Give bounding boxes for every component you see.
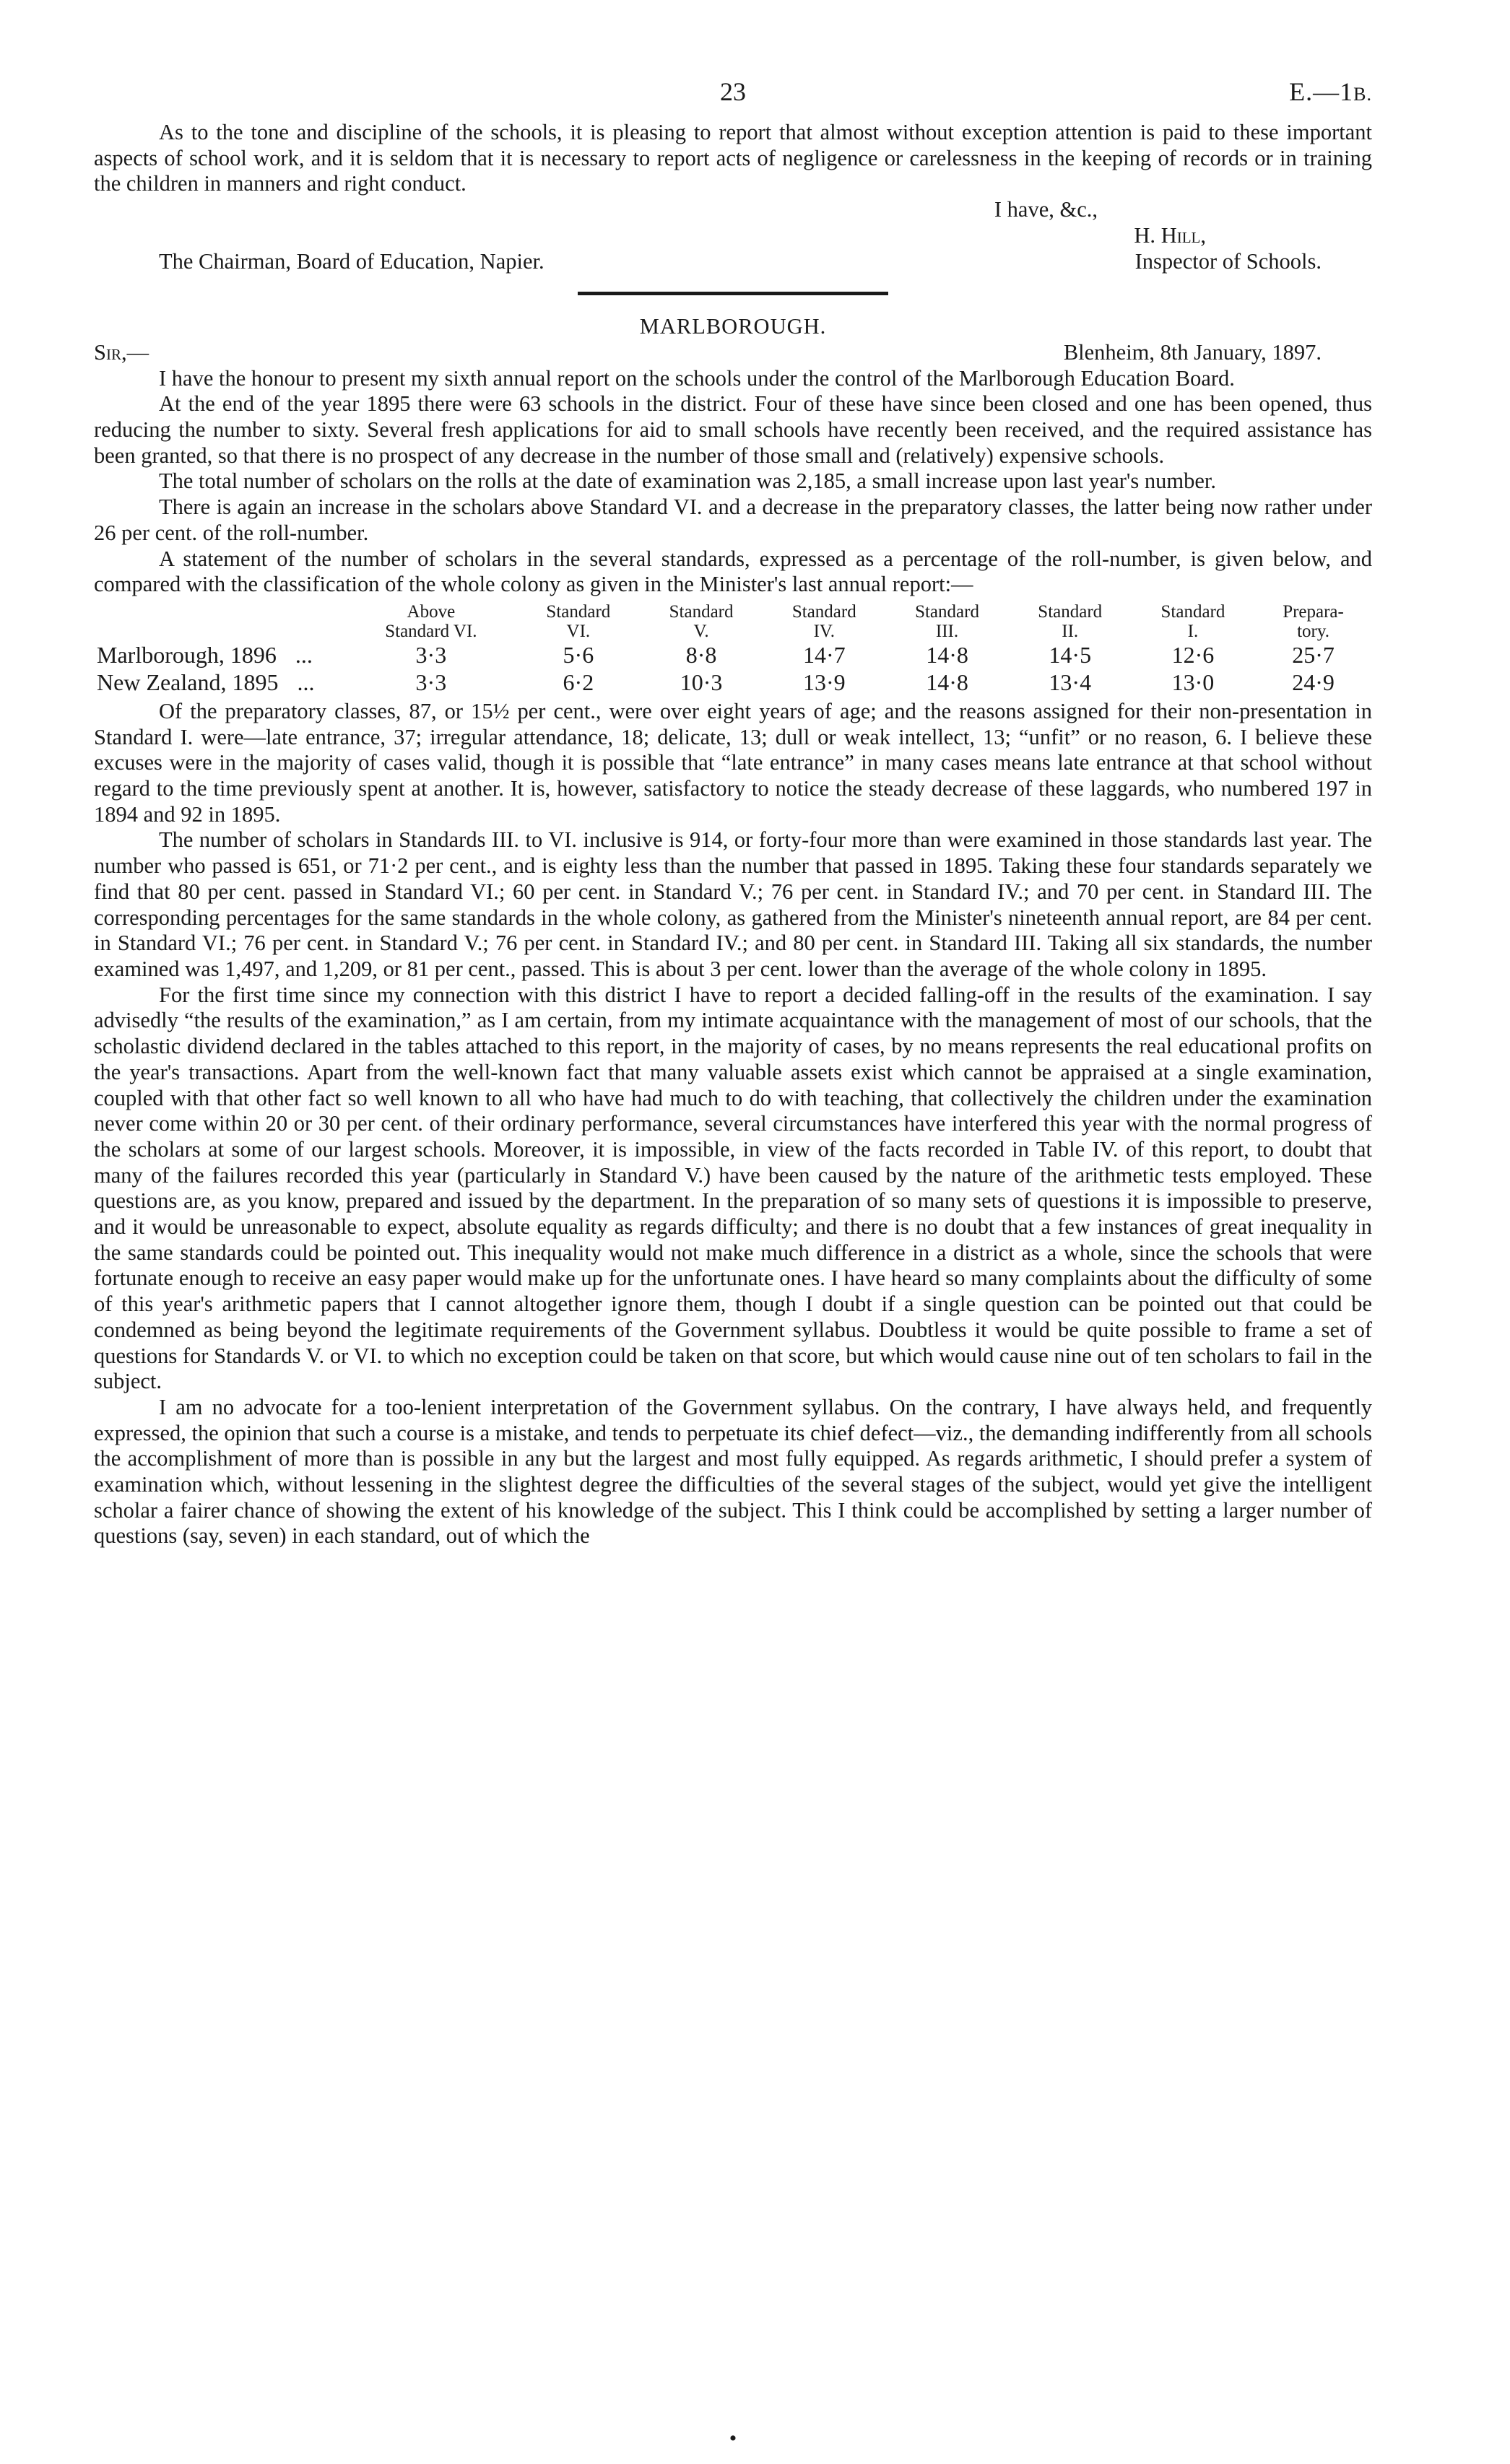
table-cell: 13·0 <box>1171 669 1215 695</box>
paragraph: There is again an increase in the scholars above Standard VI. and a decrease in the preparatory classes, the latter being now rather under 26 per cent. of the roll-number. <box>94 495 1372 545</box>
table-cell: 25·7 <box>1292 641 1335 668</box>
column-header: Standard VI. <box>546 601 611 641</box>
page-header <box>94 72 1372 116</box>
series-code: E.—1 <box>1289 77 1354 106</box>
paragraph: At the end of the year 1895 there were 63 schools in the district. Four of these have since been closed and one has been opened, thus reducing the number to sixty. Several fresh applications for aid to small schools have recently been received, and the required assistance has been granted, so that there is no prospect of any decrease in the number of those small and (relatively) expensive schools. <box>94 391 1372 468</box>
salutation-row <box>94 340 1372 366</box>
page-number: 23 <box>720 77 746 106</box>
row-label: Marlborough, 1896 ... <box>97 641 313 668</box>
signatory-title: Inspector of Schools. <box>1134 248 1322 274</box>
valediction-row <box>94 197 1372 223</box>
table-cell: 3·3 <box>415 641 447 668</box>
table-header-row <box>94 602 1372 641</box>
table-cell: 10·3 <box>680 669 723 695</box>
column-header: Standard III. <box>915 601 979 641</box>
table-cell: 5·6 <box>563 641 594 668</box>
paragraph: Of the preparatory classes, 87, or 15½ per cent., were over eight years of age; and the reasons assigned for their non-presentation in Standard I. were—late entrance, 37; irregular attendance, 18; delicate, 13; dull or weak intellect, 13; “unfit” or no reason, 6. I believe these excuses were in the majority of cases valid, though it is possible that “late entrance” in many cases means late entrance at that school without regard to the time previously spent at another. It is, however, satisfactory to notice the steady decrease of these laggards, who numbered 197 in 1894 and 92 in 1895. <box>94 698 1372 827</box>
table-row <box>94 669 1372 696</box>
section-divider <box>578 292 888 295</box>
paragraph: I am no advocate for a too-lenient interpretation of the Government syllabus. On the contrary, I have always held, and frequently expressed, the opinion that such a course is a mistake, and tends to perpetuate its chief defect—viz., the demanding indifferently from all schools the accomplishment of more than is possible in any but the largest and most fully equipped. As regards arithmetic, I should prefer a system of examination which, without lessening in the slightest degree the difficulties of the several stages of the subject, would yet give the intelligent scholar a fairer chance of showing the extent of his knowledge of the subject. This I think could be accomplished by setting a larger number of questions (say, seven) in each standard, out of which the <box>94 1394 1372 1549</box>
paragraph: The total number of scholars on the rolls at the date of examination was 2,185, a small increase upon last year's number. <box>159 469 1216 494</box>
signatory-initial: H. <box>1134 222 1161 248</box>
footer-mark: • <box>729 2426 737 2450</box>
signatory-row <box>94 223 1372 249</box>
document-page <box>94 72 1372 2450</box>
table-cell: 14·8 <box>926 641 968 668</box>
column-header: Standard I. <box>1160 601 1225 641</box>
table-corner <box>94 602 345 641</box>
signatory-surname: Hill, <box>1160 222 1206 248</box>
series-suffix: B. <box>1353 84 1372 105</box>
section-title: MARLBOROUGH. <box>639 314 827 339</box>
column-header: Standard II. <box>1038 601 1103 641</box>
letter-date: Blenheim, 8th January, 1897. <box>1063 339 1322 365</box>
table-cell: 12·6 <box>1171 641 1215 668</box>
table-cell: 14·7 <box>802 641 846 668</box>
row-label: New Zealand, 1895 ... <box>97 669 315 695</box>
series-reference <box>1289 79 1372 108</box>
standards-percentage-table <box>94 602 1372 696</box>
table-cell: 6·2 <box>563 669 594 695</box>
table-row <box>94 641 1372 669</box>
table-cell: 14·8 <box>926 669 968 695</box>
table-cell: 13·4 <box>1049 669 1092 695</box>
valediction: I have, &c., <box>994 197 1098 222</box>
column-header: Standard V. <box>669 601 734 641</box>
addressee-row <box>94 249 1372 275</box>
paragraph: For the first time since my connection with this district I have to report a decided falling-off in the results of the examination. I say advisedly “the results of the examination,” as I am certain, from my intimate acquaintance with the management of most of our schools, that the scholastic dividend declared in the tables attached to this report, in the majority of cases, by no means represents the real educational profits on the year's transactions. Apart from the well-known fact that many valuable assets exist which cannot be appraised at a single examination, coupled with that other fact so well known to all who have had much to do with teaching, that collectively the children under the examination never come within 20 or 30 per cent. of their ordinary performance, several circumstances have interfered this year with the normal progress of the scholars at some of our largest schools. Moreover, it is impossible, in view of the facts recorded in Table IV. of this report, to doubt that many of the failures recorded this year (particularly in Standard V.) have been caused by the nature of the arithmetic tests employed. These questions are, as you know, prepared and issued by the department. In the preparation of so many sets of questions it is impossible to preserve, and it would be unreasonable to expect, absolute equality as regards difficulty; and there is no doubt that a few instances of great inequality in the same standards could be pointed out. This inequality would not make much difference in a district as a whole, since the schools that were fortunate enough to receive an easy paper would make up for the unfortunate ones. I have heard so many complaints about the difficulty of some of this year's arithmetic papers that I cannot altogether ignore them, though I doubt if a single question can be pointed out that could be condemned as being beyond the legitimate requirements of the Government syllabus. Doubtless it would be quite possible to frame a set of questions for Standards V. or VI. to which no exception could be taken on that score, but which would cause nine out of ten scholars to fail in the subject. <box>94 982 1372 1394</box>
table-cell: 8·8 <box>685 641 717 668</box>
paragraph: The number of scholars in Standards III. to VI. inclusive is 914, or forty-four more than were examined in those standards last year. The number who passed is 651, or 71·2 per cent., and is eighty less than the number that passed in 1895. Taking these four standards separately we find that 80 per cent. passed in Standard VI.; 60 per cent. in Standard V.; 76 per cent. in Standard IV.; and 70 per cent. in Standard III. The corresponding percentages for the same standards in the whole colony, as gathered from the Minister's nineteenth annual report, are 84 per cent. in Standard VI.; 76 per cent. in Standard V.; 76 per cent. in Standard IV.; and 80 per cent. in Standard III. Taking all six standards, the number examined was 1,497, and 1,209, or 81 per cent., passed. This is about 3 per cent. lower than the average of the whole colony in 1895. <box>94 827 1372 981</box>
column-header: Above Standard VI. <box>385 601 477 641</box>
table-cell: 14·5 <box>1049 641 1092 668</box>
closing-paragraph: As to the tone and discipline of the schools, it is pleasing to report that almost without exception attention is paid to these important aspects of school work, and it is seldom that it is necessary to report acts of negligence or carelessness in the keeping of records or in training the children in manners and right conduct. <box>94 120 1372 196</box>
paragraph: I have the honour to present my sixth annual report on the schools under the control of the Marlborough Education Board. <box>159 365 1235 391</box>
table-cell: 3·3 <box>415 669 447 695</box>
salutation: Sir,— <box>94 339 149 365</box>
table-cell: 13·9 <box>802 669 846 695</box>
addressee: The Chairman, Board of Education, Napier. <box>159 248 544 274</box>
paragraph: A statement of the number of scholars in the several standards, expressed as a percentage of the roll-number, is given below, and compared with the classification of the whole colony as given in the Minister's last annual report:— <box>94 546 1372 597</box>
signatory-name <box>1134 223 1206 249</box>
table-cell: 24·9 <box>1292 669 1335 695</box>
column-header: Standard IV. <box>791 601 856 641</box>
column-header: Prepara- tory. <box>1283 601 1344 641</box>
